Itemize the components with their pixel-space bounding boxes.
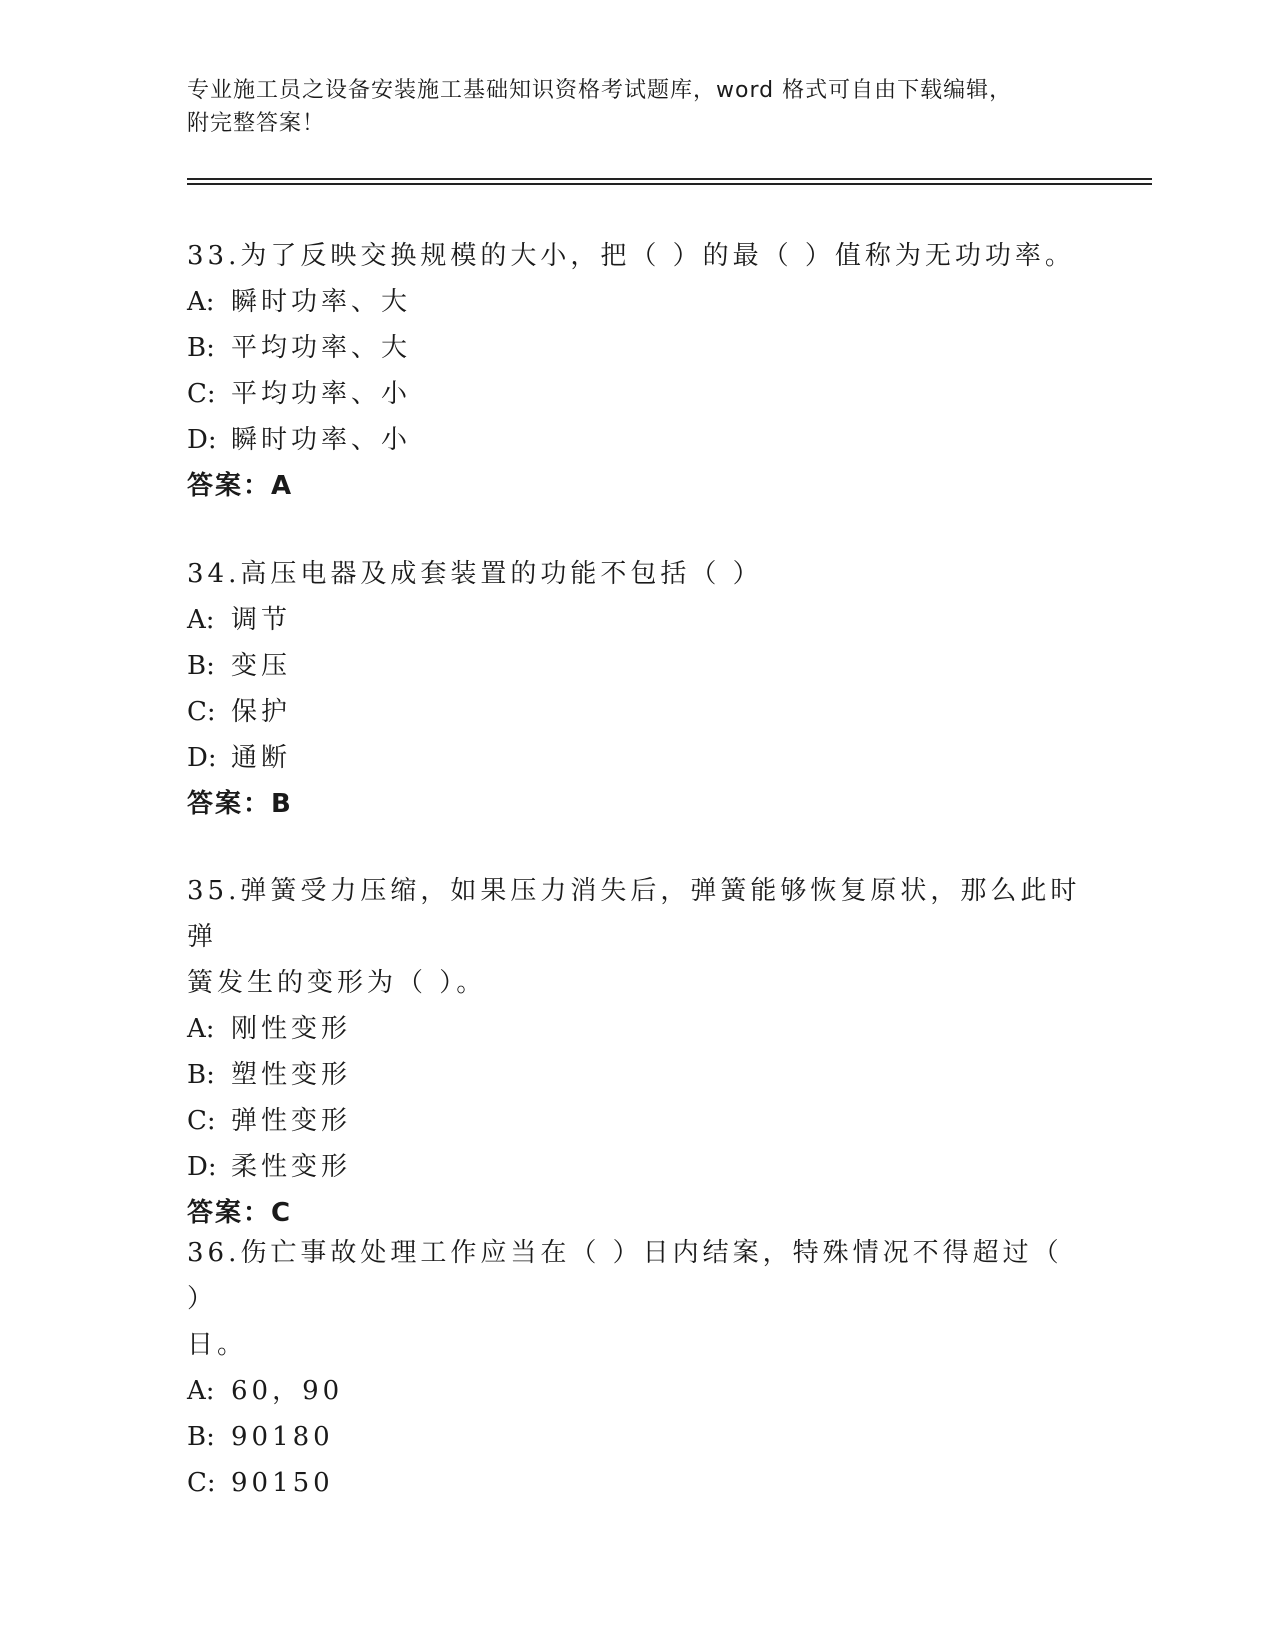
option-text: 60，90 (231, 1376, 344, 1406)
option-text: 90180 (231, 1422, 334, 1452)
option-key: C: (187, 697, 216, 727)
question-36 (187, 1230, 1087, 1506)
document-header (187, 74, 1087, 140)
answer-line: 答案：C (187, 1198, 293, 1228)
option-key: C: (187, 379, 216, 409)
option-d (187, 417, 1087, 463)
option-c (187, 1460, 1087, 1506)
option-key: A: (187, 1014, 215, 1044)
option-key: C: (187, 1106, 216, 1136)
option-a (187, 1368, 1087, 1414)
option-a (187, 279, 1087, 325)
option-key: B: (187, 333, 215, 363)
header-divider-top (187, 178, 1152, 180)
option-c (187, 689, 1087, 735)
option-c (187, 371, 1087, 417)
question-35 (187, 868, 1087, 1236)
question-stem: 34.高压电器及成套装置的功能不包括（ ） (187, 559, 763, 589)
option-key: C: (187, 1468, 216, 1498)
option-text: 90150 (231, 1468, 334, 1498)
answer-line: 答案：B (187, 789, 293, 819)
option-text: 变压 (231, 651, 292, 681)
option-b (187, 325, 1087, 371)
option-key: D: (187, 743, 217, 773)
question-stem-line-2: 簧发生的变形为（ ）。 (187, 968, 487, 998)
header-line-2: 附完整答案！ (187, 111, 326, 136)
option-text: 瞬时功率、大 (231, 287, 412, 317)
option-key: D: (187, 425, 217, 455)
option-key: B: (187, 1422, 215, 1452)
question-stem: 33.为了反映交换规模的大小，把（ ）的最（ ）值称为无功功率。 (187, 241, 1075, 271)
answer-line: 答案：A (187, 471, 294, 501)
option-text: 塑性变形 (231, 1060, 352, 1090)
option-text: 弹性变形 (231, 1106, 352, 1136)
option-text: 柔性变形 (231, 1152, 352, 1182)
header-line-1: 专业施工员之设备安装施工基础知识资格考试题库，word 格式可自由下载编辑， (187, 78, 1013, 103)
option-a (187, 597, 1087, 643)
option-key: D: (187, 1152, 217, 1182)
option-text: 调节 (231, 605, 292, 635)
option-text: 刚性变形 (231, 1014, 352, 1044)
option-key: A: (187, 1376, 215, 1406)
option-b (187, 1052, 1087, 1098)
question-stem-line-1: 35.弹簧受力压缩，如果压力消失后，弹簧能够恢复原状，那么此时弹 (187, 876, 1081, 952)
question-stem-line-1: 36.伤亡事故处理工作应当在（ ）日内结案，特殊情况不得超过（ ） (187, 1238, 1063, 1314)
option-a (187, 1006, 1087, 1052)
option-text: 瞬时功率、小 (231, 425, 412, 455)
option-d (187, 1144, 1087, 1190)
option-d (187, 735, 1087, 781)
option-b (187, 1414, 1087, 1460)
option-text: 平均功率、大 (231, 333, 412, 363)
option-key: B: (187, 651, 215, 681)
option-text: 通断 (231, 743, 292, 773)
option-c (187, 1098, 1087, 1144)
question-33 (187, 233, 1087, 509)
option-text: 平均功率、小 (231, 379, 412, 409)
option-text: 保护 (231, 697, 292, 727)
header-divider-bottom (187, 183, 1152, 185)
question-34 (187, 551, 1087, 827)
option-b (187, 643, 1087, 689)
question-stem-line-2: 日。 (187, 1330, 248, 1360)
option-key: A: (187, 287, 215, 317)
option-key: B: (187, 1060, 215, 1090)
option-key: A: (187, 605, 215, 635)
